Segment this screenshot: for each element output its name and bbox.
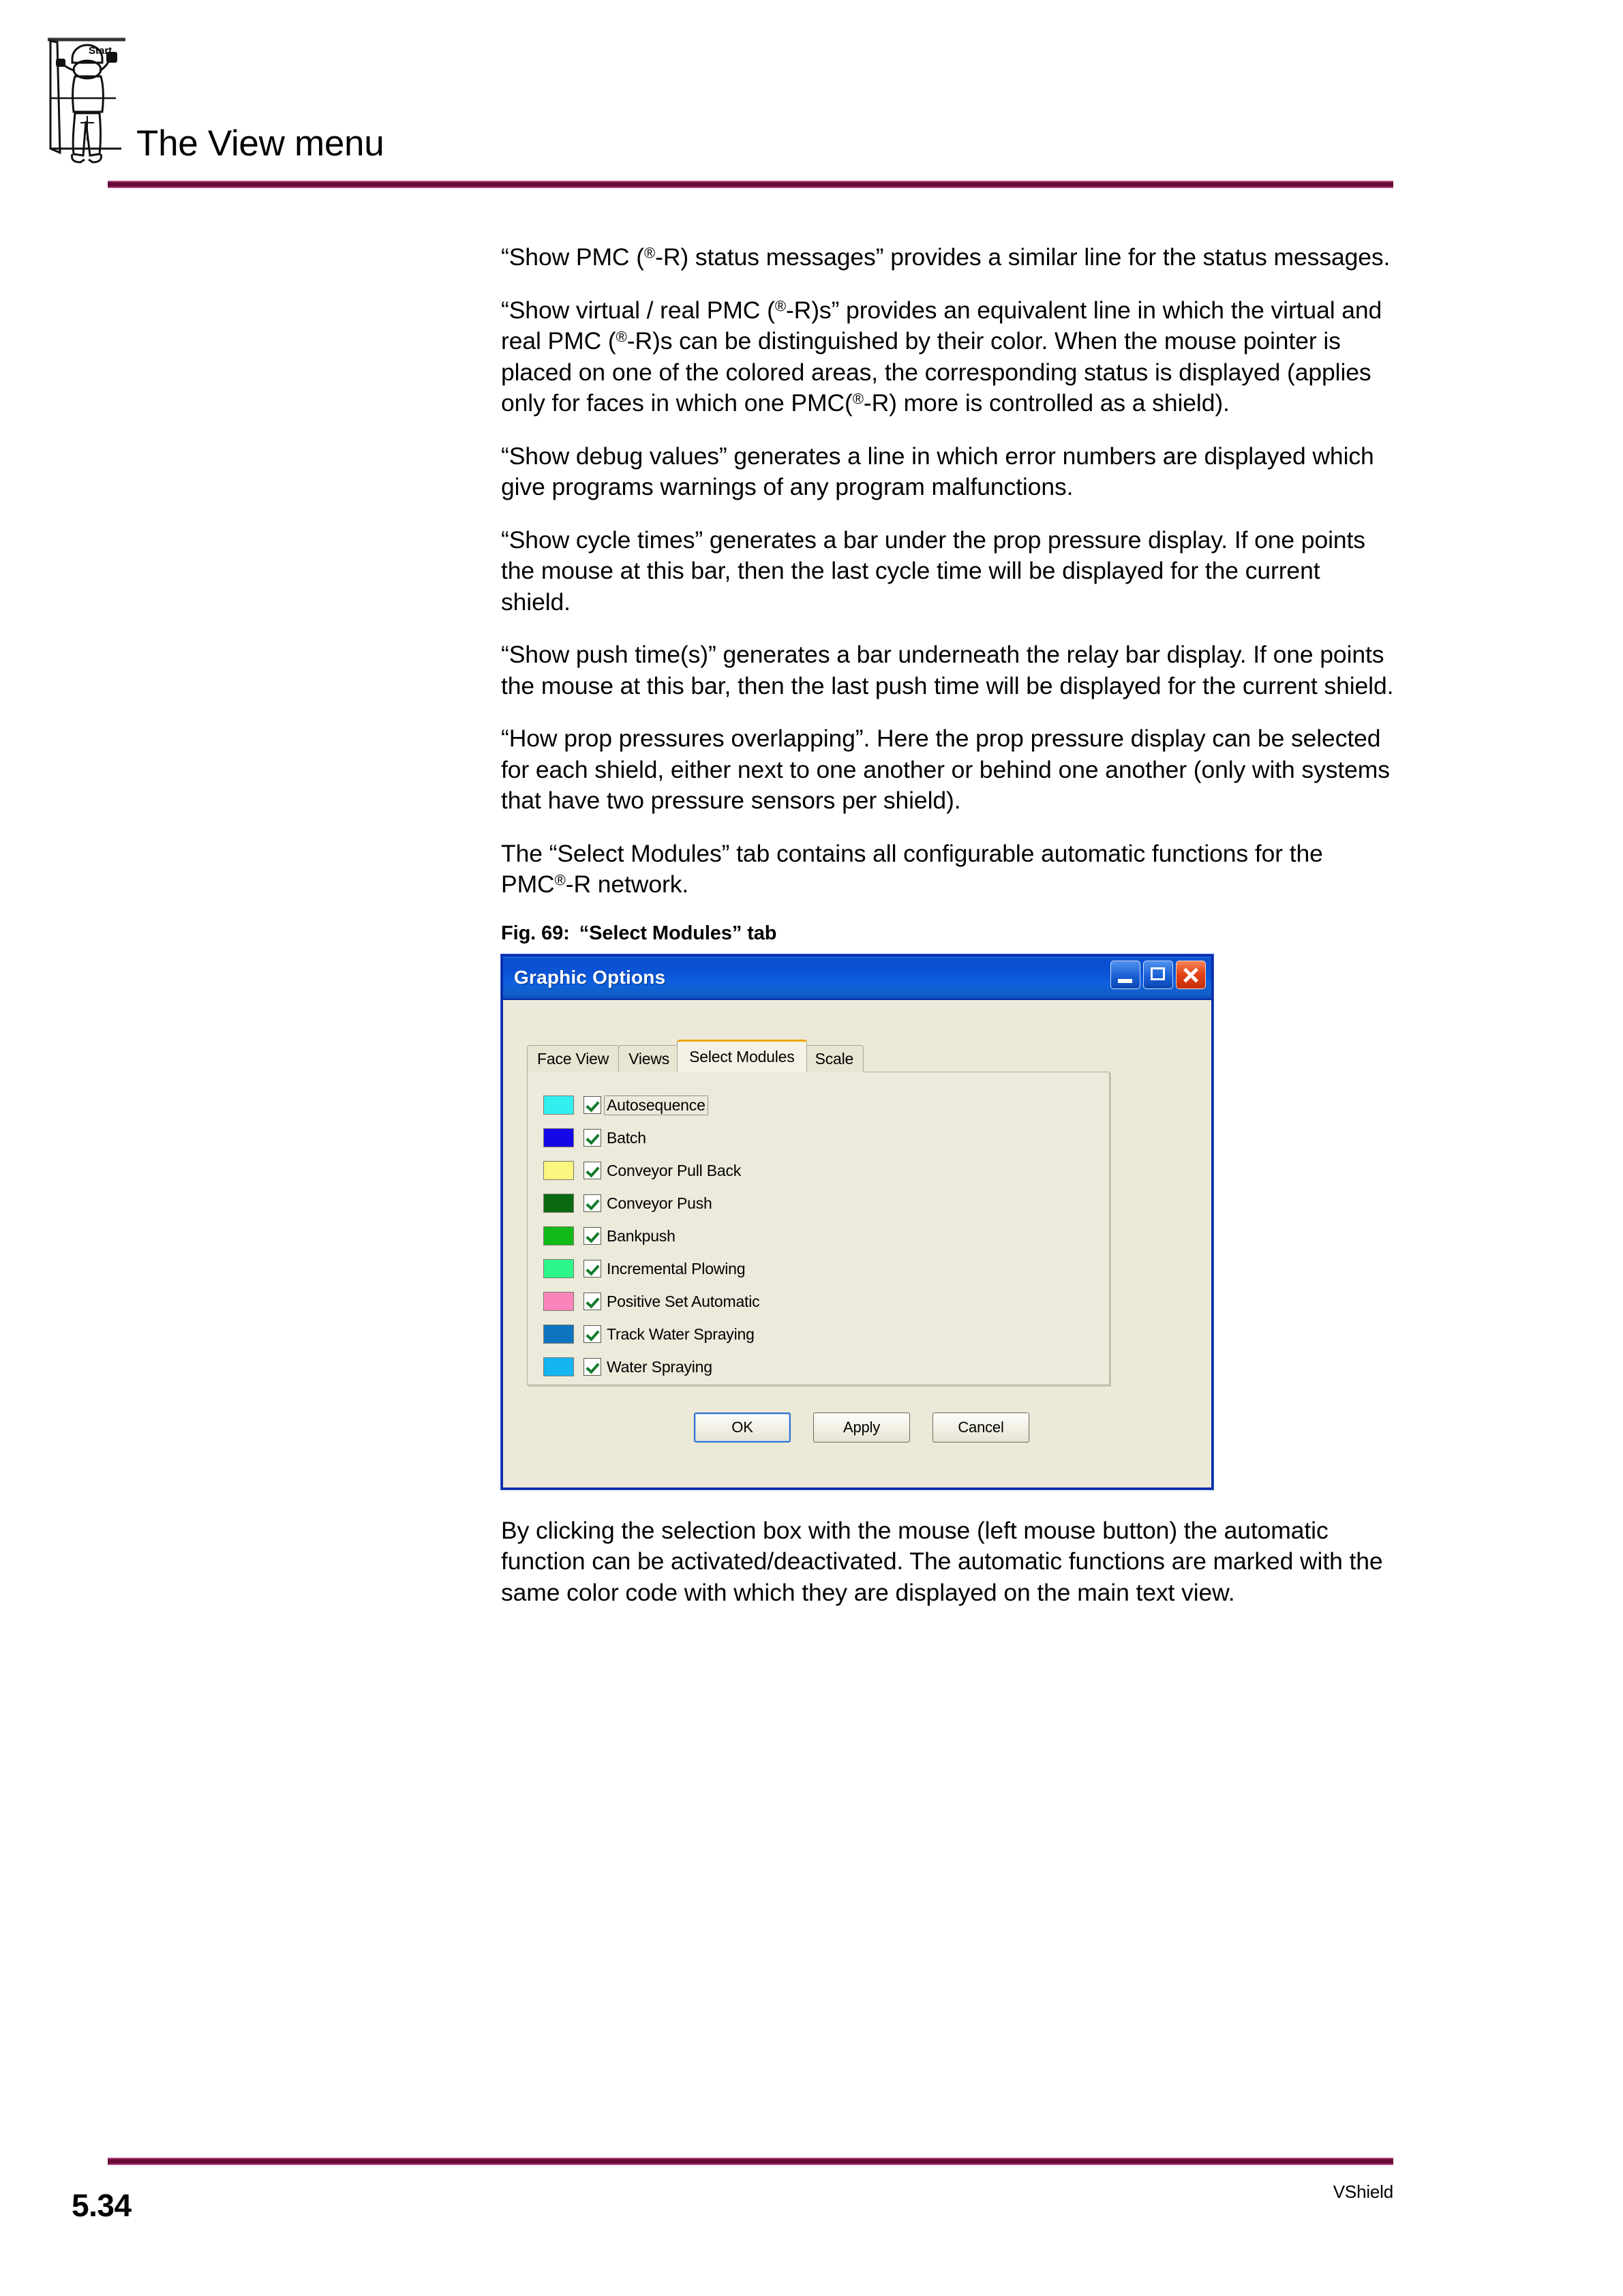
cancel-button[interactable]: Cancel [932,1413,1029,1442]
module-color-swatch [543,1292,574,1311]
registered-trademark-symbol: ® [774,297,786,314]
module-color-swatch [543,1161,574,1180]
module-row[interactable] [543,1093,1101,1118]
footer-brand: VShield [1333,2181,1393,2202]
select-modules-panel [527,1072,1110,1385]
header-divider-rule [108,181,1393,188]
module-checkbox[interactable] [583,1260,601,1278]
logo-start-label: Start [89,45,112,57]
module-color-swatch [543,1226,574,1245]
module-row[interactable] [543,1256,1101,1282]
paragraph-closing: By clicking the selection box with the mouse (left mouse button) the automatic function can be activated/deactivated. The automatic functions are marked with the same color code with which they are displayed on the main text view. [501,1516,1383,1606]
paragraph-status-messages: “Show PMC (®-R) status messages” provides a similar line for the status messages. [501,243,1391,271]
module-checkbox[interactable] [583,1358,601,1376]
tab-select-modules[interactable]: Select Modules [677,1040,806,1072]
page-number: 5.34 [72,2188,132,2223]
page-title: The View menu [136,123,384,164]
titlebar-buttons [1110,961,1206,989]
paragraph-virtual-real-pmc: “Show virtual / real PMC (®-R)s” provides an equivalent line in which the virtual and real PMC (®-R)s can be distinguished by their color. When the mouse pointer is placed on one of the colored areas, the corresponding status is displayed (applies only for faces in which one PMC(®-R) more is controlled as a shield). [501,296,1382,417]
module-row[interactable] [543,1322,1101,1347]
module-checkbox[interactable] [583,1293,601,1310]
miner-figure-logo [42,33,131,176]
module-label: Track Water Spraying [607,1325,755,1343]
module-label: Water Spraying [607,1357,712,1376]
module-row[interactable] [543,1289,1101,1314]
module-row[interactable] [543,1224,1101,1249]
module-checkbox[interactable] [583,1162,601,1179]
figure-caption [501,922,1394,945]
module-row[interactable] [543,1126,1101,1151]
module-label: Conveyor Pull Back [607,1161,742,1179]
paragraph-cycle-times: “Show cycle times” generates a bar under the prop pressure display. If one points the mouse at this bar, then the last cycle time will be displayed for the current shield. [501,526,1365,616]
tab-strip [527,1040,863,1072]
content-column [501,242,1394,1608]
module-color-swatch [543,1096,574,1115]
figure-number: Fig. 69: [501,922,570,944]
apply-button[interactable]: Apply [813,1413,910,1442]
minimize-button[interactable] [1110,961,1140,989]
module-label: Positive Set Automatic [607,1292,760,1310]
module-color-swatch [543,1357,574,1376]
registered-trademark-symbol: ® [554,871,566,889]
tab-views[interactable]: Views [618,1045,680,1072]
module-color-swatch [543,1194,574,1213]
module-checkbox[interactable] [583,1325,601,1343]
module-row[interactable] [543,1191,1101,1216]
tab-scale[interactable]: Scale [805,1045,864,1072]
registered-trademark-symbol: ® [643,244,656,262]
module-checkbox[interactable] [583,1096,601,1114]
dialog-body [503,1000,1211,1487]
module-label: Conveyor Push [607,1194,712,1212]
graphic-options-dialog[interactable] [501,954,1213,1490]
registered-trademark-symbol: ® [852,390,864,408]
registered-trademark-symbol: ® [616,328,627,346]
module-row[interactable] [543,1355,1101,1380]
page-header [0,0,1623,198]
paragraph-push-times: “Show push time(s)” generates a bar underneath the relay bar display. If one points the mouse at this bar, then the last push time will be displayed for the current shield. [501,641,1394,699]
dialog-title: Graphic Options [514,966,666,988]
figure-caption-text: “Select Modules” tab [579,922,777,944]
module-list [543,1093,1101,1376]
dialog-button-row [694,1413,1029,1442]
maximize-button[interactable] [1143,961,1173,989]
module-color-swatch [543,1128,574,1147]
dialog-titlebar [503,956,1211,1000]
module-label: Bankpush [607,1226,676,1245]
paragraph-select-modules-intro: The “Select Modules” tab contains all configurable automatic functions for the PMC®-R network. [501,839,1323,898]
module-label: Autosequence [605,1096,708,1115]
module-color-swatch [543,1259,574,1278]
module-color-swatch [543,1325,574,1344]
close-button[interactable] [1176,961,1206,989]
paragraph-prop-pressure-overlap: “How prop pressures overlapping”. Here the prop pressure display can be selected for each shield, either next to one another or behind one another (only with systems that have two pressure sensors per shield). [501,725,1390,814]
module-label: Incremental Plowing [607,1259,746,1278]
paragraph-debug-values: “Show debug values” generates a line in which error numbers are displayed which give programs warnings of any program malfunctions. [501,442,1374,500]
module-checkbox[interactable] [583,1129,601,1147]
module-checkbox[interactable] [583,1227,601,1245]
module-checkbox[interactable] [583,1194,601,1212]
module-row[interactable] [543,1158,1101,1183]
tab-face-view[interactable]: Face View [527,1045,619,1072]
ok-button[interactable]: OK [694,1413,791,1442]
footer-divider-rule [108,2158,1393,2165]
module-label: Batch [607,1128,646,1147]
